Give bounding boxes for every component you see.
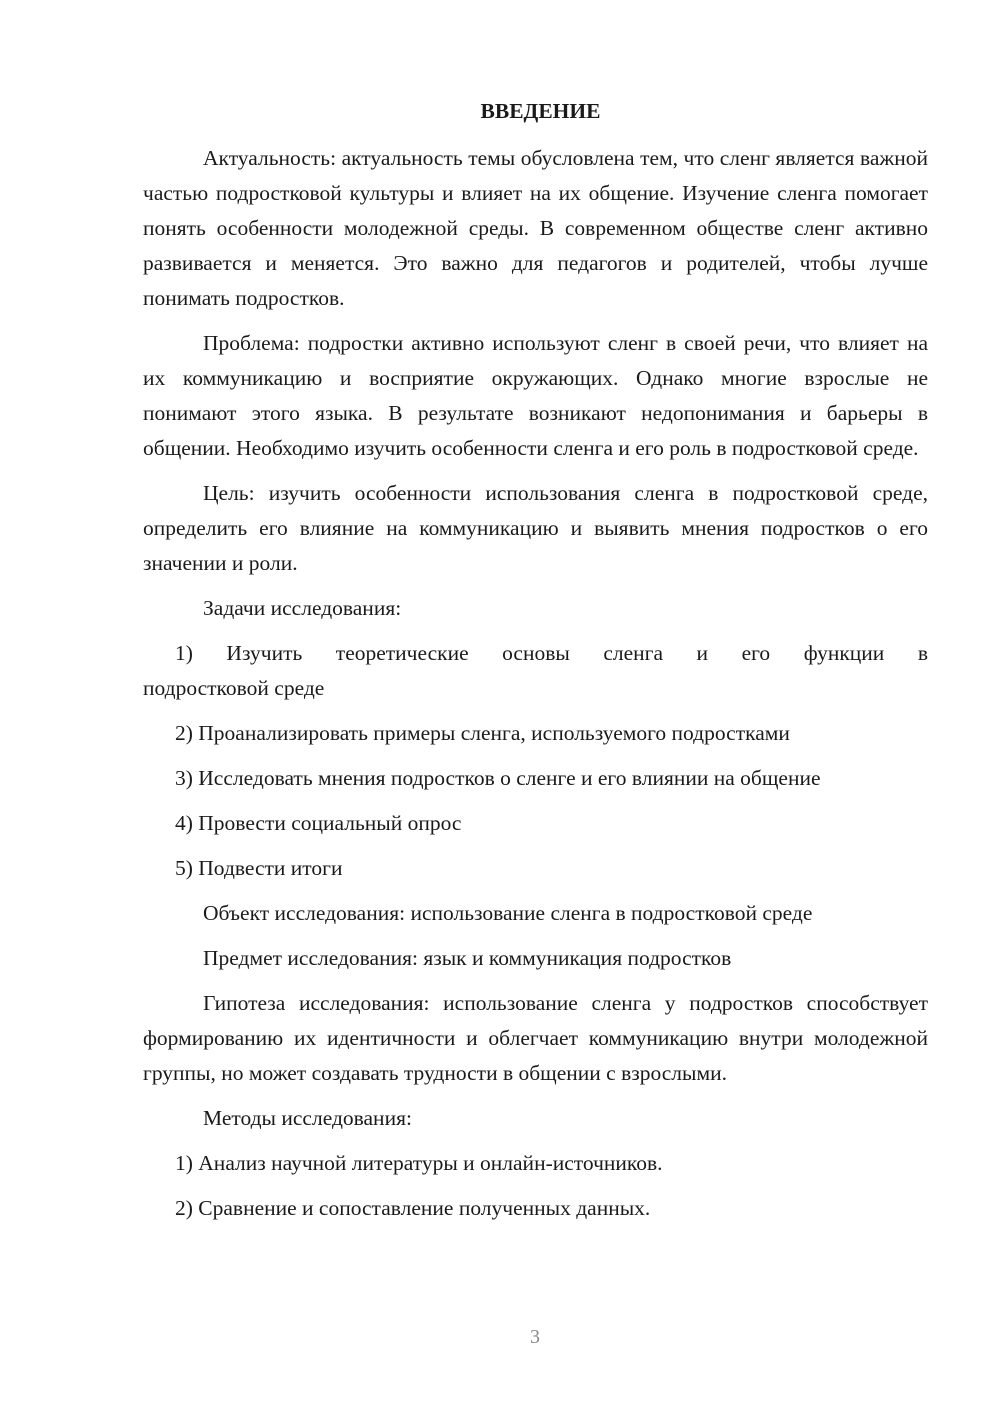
task-item — [143, 636, 928, 706]
section-title: ВВЕДЕНИЕ — [480, 99, 601, 123]
tasks-list — [143, 636, 928, 886]
task-item-continuation: подростковой среде — [143, 676, 325, 700]
task-item: 5) Подвести итоги — [175, 856, 343, 880]
page-number: 3 — [530, 1326, 540, 1348]
relevance-paragraph: Актуальность: актуальность темы обусловлена тем, что сленг является важной частью подростковой культуры и влияет на их общение. Изучение сленга помогает понять особенности молодежной среды. В современном обществе сленг активно развивается и меняется. Это важно для педагогов и родителей, чтобы лучше понимать подростков. — [143, 146, 928, 310]
object-paragraph: Объект исследования: использование сленга в подростковой среде — [203, 901, 813, 925]
task-item-first-line: 1) Изучить теоретические основы сленга и его функции в — [175, 641, 928, 665]
methods-heading: Методы исследования: — [203, 1106, 412, 1130]
hypothesis-paragraph: Гипотеза исследования: использование сленга у подростков способствует формированию их идентичности и облегчает коммуникацию внутри молодежной группы, но может создавать трудности в общении с взрослыми. — [143, 991, 928, 1085]
page-content — [143, 94, 928, 1236]
subject-paragraph: Предмет исследования: язык и коммуникация подростков — [203, 946, 732, 970]
goal-paragraph: Цель: изучить особенности использования сленга в подростковой среде, определить его влияние на коммуникацию и выявить мнения подростков о его значении и роли. — [143, 481, 928, 575]
methods-list — [143, 1146, 928, 1226]
problem-paragraph: Проблема: подростки активно используют сленг в своей речи, что влияет на их коммуникацию и восприятие окружающих. Однако многие взрослые не понимают этого языка. В результате возникают недопонимания и барьеры в общении. Необходимо изучить особенности сленга и его роль в подростковой среде. — [143, 331, 928, 460]
tasks-heading: Задачи исследования: — [203, 596, 402, 620]
task-item: 4) Провести социальный опрос — [175, 811, 462, 835]
task-item: 2) Проанализировать примеры сленга, используемого подростками — [175, 721, 790, 745]
task-item: 3) Исследовать мнения подростков о сленге и его влиянии на общение — [175, 766, 821, 790]
method-item: 1) Анализ научной литературы и онлайн-источников. — [175, 1151, 663, 1175]
method-item: 2) Сравнение и сопоставление полученных данных. — [175, 1196, 651, 1220]
